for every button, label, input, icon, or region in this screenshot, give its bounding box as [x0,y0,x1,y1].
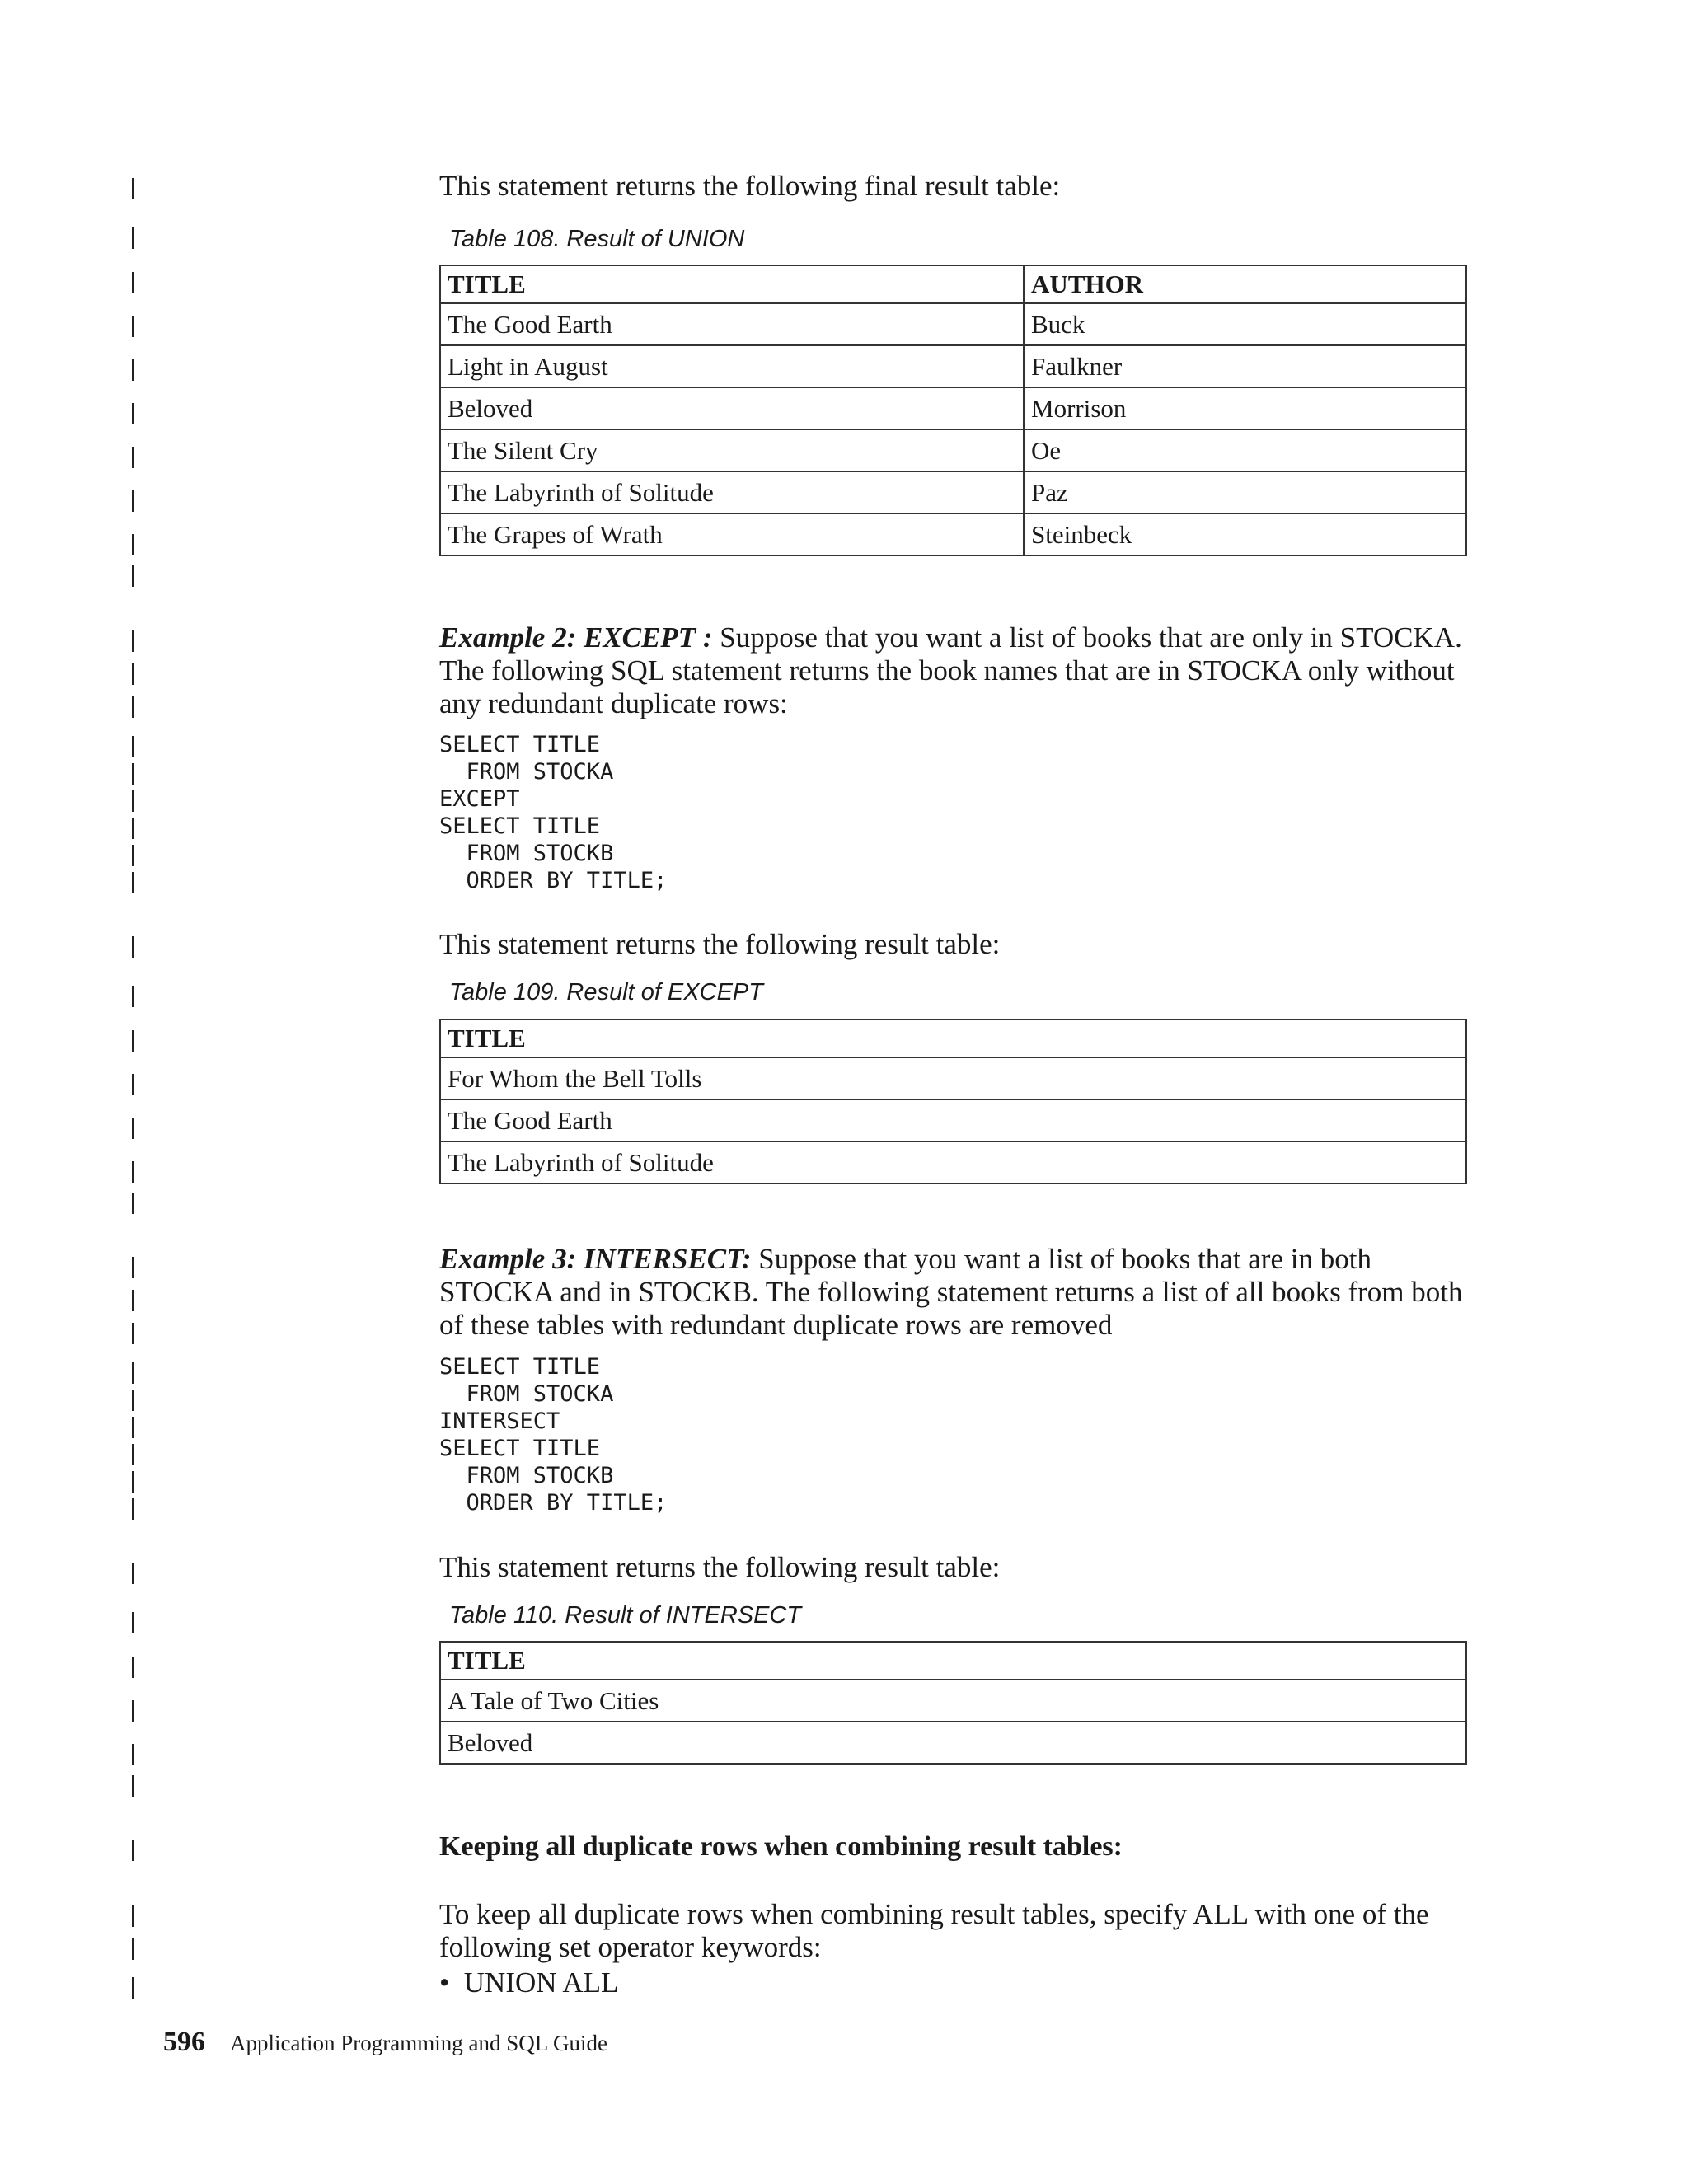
change-bar [132,1744,134,1765]
change-bar [132,845,134,866]
table-row [440,429,1466,471]
bullet-dot: • [439,1966,464,1999]
change-bar [132,1563,134,1584]
table-row [440,513,1466,555]
change-bar [132,1905,134,1927]
change-bar [132,1417,134,1438]
table-cell: The Labyrinth of Solitude [440,471,1024,513]
change-bar [132,490,134,512]
example-3-sql-code: SELECT TITLE FROM STOCKA INTERSECT SELECT TITLE FROM STOCKB ORDER BY TITLE; [439,1354,668,1516]
change-bar [132,1390,134,1411]
table-header-row [440,1642,1466,1680]
table-cell: Buck [1024,303,1466,345]
change-bar [132,790,134,812]
column-header: TITLE [440,1019,1466,1057]
table-cell: Oe [1024,429,1466,471]
change-bar [132,565,134,587]
change-bar [132,1161,134,1183]
table-row [440,387,1466,429]
page-number: 596 [163,2027,205,2057]
page-footer [163,2027,607,2058]
table-cell: The Silent Cry [440,429,1024,471]
change-bar [132,1700,134,1722]
change-bar [132,1612,134,1633]
change-bar [132,1498,134,1520]
example-2-text: Suppose that you want a list of books that are only in STOCKA. The following SQL statement returns the book names that are in STOCKA only without any redundant duplicate rows: [439,621,1462,719]
example-3-label: Example 3: INTERSECT: [439,1243,752,1275]
table-row [440,1680,1466,1722]
change-bar [132,696,134,718]
change-bar [132,1290,134,1311]
change-bar [132,986,134,1007]
change-bar [132,1118,134,1139]
table-cell: A Tale of Two Cities [440,1680,1466,1722]
change-bar [132,227,134,249]
change-bar [132,663,134,685]
change-bar [132,1193,134,1214]
union-result-table [439,265,1467,556]
table-row [440,1141,1466,1183]
change-bar [132,1657,134,1678]
column-header: TITLE [440,1642,1466,1680]
change-bar [132,1323,134,1344]
table-cell: Light in August [440,345,1024,387]
change-bar [132,1074,134,1095]
section-heading: Keeping all duplicate rows when combining result tables: [439,1831,1123,1862]
example-2-sql-code: SELECT TITLE FROM STOCKA EXCEPT SELECT TITLE FROM STOCKB ORDER BY TITLE; [439,732,668,893]
table-row [440,303,1466,345]
change-bar [132,936,134,958]
section-paragraph: To keep all duplicate rows when combining result tables, specify ALL with one of the following set operator keywords: [439,1898,1429,1963]
intro-paragraph: This statement returns the following result table: [439,1551,1001,1583]
change-bar [132,763,134,785]
table-cell: The Good Earth [440,1099,1466,1141]
column-header: TITLE [440,265,1024,303]
table-cell: The Grapes of Wrath [440,513,1024,555]
change-bar [132,1775,134,1797]
table-caption: Table 109. Result of EXCEPT [449,979,763,1005]
change-bar [132,1030,134,1052]
change-bar [132,1444,134,1465]
intro-paragraph: This statement returns the following final result table: [439,170,1061,202]
table-row [440,471,1466,513]
intersect-result-table [439,1641,1467,1765]
change-bar [132,534,134,555]
table-cell: Paz [1024,471,1466,513]
table-row [440,1099,1466,1141]
table-row [440,1722,1466,1764]
change-bar [132,630,134,652]
change-bar [132,1840,134,1861]
table-cell: Beloved [440,1722,1466,1764]
change-bar [132,178,134,199]
table-caption: Table 110. Result of INTERSECT [449,1602,802,1629]
change-bar [132,1362,134,1384]
example-3-paragraph [439,1243,1470,1342]
example-2-paragraph [439,621,1470,720]
example-2-label: Example 2: EXCEPT : [439,621,713,654]
change-bar [132,1977,134,1999]
table-cell: Faulkner [1024,345,1466,387]
change-bar [132,1471,134,1493]
book-title: Application Programming and SQL Guide [230,2031,607,2055]
table-row [440,345,1466,387]
table-cell: The Good Earth [440,303,1024,345]
change-bar [132,272,134,293]
intro-paragraph: This statement returns the following result table: [439,928,1001,960]
change-bar [132,872,134,893]
bullet-text: UNION ALL [463,1966,619,1999]
change-bar [132,1938,134,1960]
table-cell: Steinbeck [1024,513,1466,555]
change-bar [132,818,134,839]
change-bar [132,359,134,381]
example-3-text: Suppose that you want a list of books that are in both STOCKA and in STOCKB. The following statement returns a list of all books from both of these tables with redundant duplicate rows are removed [439,1243,1463,1341]
change-bar [132,447,134,468]
change-bar [132,316,134,337]
table-caption: Table 108. Result of UNION [449,226,745,252]
bullet-item [439,1966,618,1999]
change-bar [132,403,134,424]
table-header-row [440,1019,1466,1057]
table-header-row [440,265,1466,303]
change-bar [132,1257,134,1278]
column-header: AUTHOR [1024,265,1466,303]
table-cell: Beloved [440,387,1024,429]
table-cell: Morrison [1024,387,1466,429]
change-bar [132,736,134,757]
table-cell: For Whom the Bell Tolls [440,1057,1466,1099]
table-cell: The Labyrinth of Solitude [440,1141,1466,1183]
table-row [440,1057,1466,1099]
except-result-table [439,1019,1467,1184]
